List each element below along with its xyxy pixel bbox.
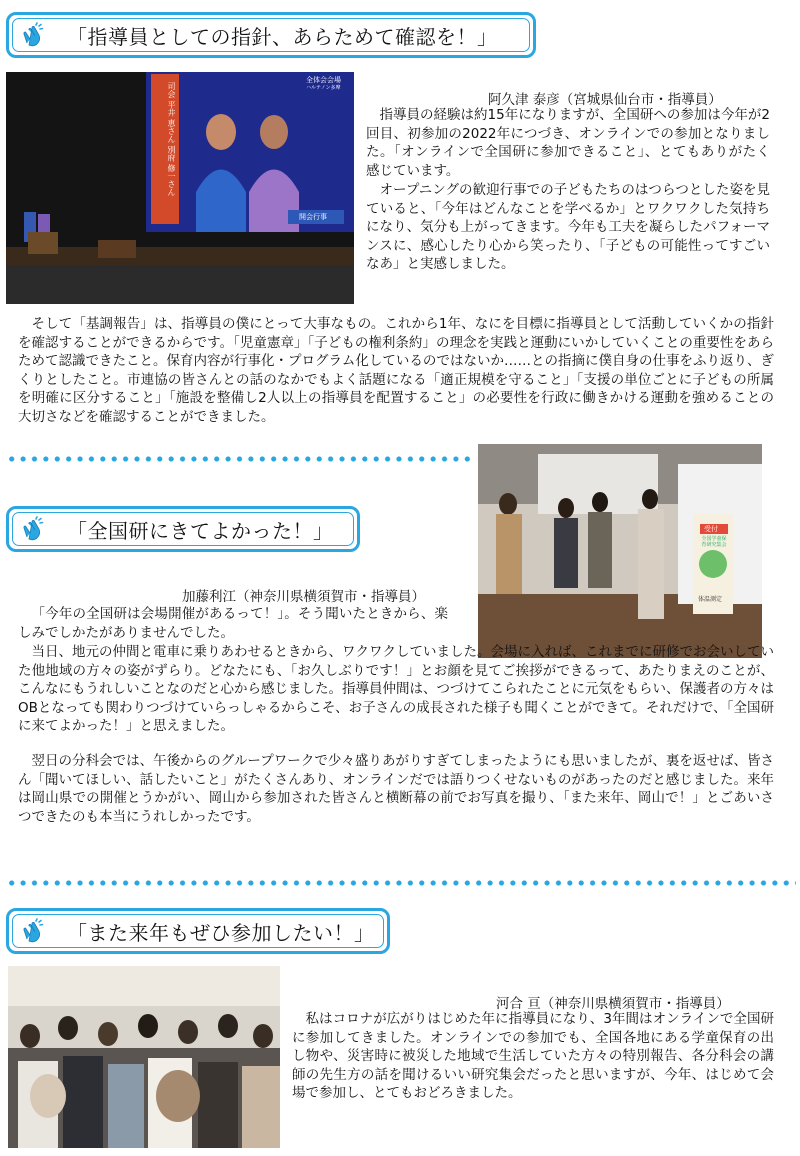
heading-text: 「指導員としての指針、あらためて確認を！」 [67, 24, 498, 49]
screen-side-text: 司会 平井 恵さん 別府 修一さん [167, 82, 176, 197]
paragraph: 翌日の分科会では、午後からのグループワークで少々盛りあがりすぎてしまったようにも思いましたが、裏を返せば、皆さん「聞いてほしい、話したいこと」がたくさんあり、オンラインだでは語りつくせないものがあったのだと感じました。来年は岡山県での開催とうかがい、岡山から参加された皆さんと横断幕の前でお写真を撮り、「また来年、岡山で！」とごあいさつできたのも本当にうれしかったです。 [18, 753, 774, 825]
heading-text: 「全国研にきてよかった！」 [67, 518, 334, 543]
author-name: 加藤利江（神奈川県横須賀市・指導員） [182, 589, 425, 605]
dotted-divider [6, 880, 796, 886]
heading-text: 「また来年もぜひ参加したい！」 [67, 920, 375, 945]
clapping-hands-icon [19, 20, 49, 50]
sign-title: 全国学童保育研究集会 [701, 536, 727, 548]
screen-subtitle: ハルテノン多摩 [306, 85, 341, 91]
reception-photo [478, 444, 762, 658]
paragraph: 私はコロナが広がりはじめた年に指導員になり、3年間はオンラインで全国研に参加してきました。オンラインでの参加でも、全国各地にある学童保育の出し物や、災害時に被災した地域で生活していた方々の特別報告、各分科会の講師の先生方の話を聞けるいい研究集会だったと思いますが、今年、はじめて会場で参加し、とてもおどろきました。 [292, 1011, 774, 1102]
author-name: 河合 亘（神奈川県横須賀市・指導員） [496, 996, 730, 1012]
sign-note: 体温測定 [698, 596, 723, 603]
dotted-divider [6, 456, 476, 462]
section-heading [6, 12, 536, 58]
crowd-photo [8, 966, 280, 1148]
author-name: 阿久津 泰彦（宮城県仙台市・指導員） [488, 92, 722, 108]
section-heading [6, 506, 360, 552]
stage-photo [6, 72, 354, 304]
sign-notice: 受付 [704, 525, 718, 533]
paragraph: 当日、地元の仲間と電車に乗りあわせるときから、ワクワクしていました。会場に入れば、これまでに研修でお会いしていた他地域の方々の姿がずらり。どなたにも、「お久しぶりです！」とお顔を見てご挨拶ができるって、あたりまえのことが、こんなにもうれしいことなのだと心から感じました。指導員仲間は、つづけてこられたことに元気をもらい、保護者の方々はOBとなっても関わりつづけていらっしゃるからこそ、お子さんの成長された様子も聞くことができて。それだけで、「全国研に来てよかった！」と思えました。 [18, 644, 774, 735]
paragraph: そして「基調報告」は、指導員の僕にとって大事なもの。これから1年、なにを目標に指導員として活動していくかの指針を確認することができるからです。「児童憲章」「子どもの権利条約」の理念を実践と運動にいかしていくことの重要性をあらためて認識できたこと。保育内容が行事化・プログラム化しているのではないか……との指摘に僕自身の仕事をふり返り、ぎくりとしたこと。市連協の皆さんとの話のなかでもよく話題になる「適正規模を守ること」「支援の単位ごとに子どもの所属を明確に区分すること」「施設を整備し2人以上の指導員を配置すること」の必要性を行政に働きかける運動を強めることの大切さなどを確認することができました。 [18, 316, 774, 425]
paragraph: 「今年の全国研は会場開催があるって！」。そう聞いたときから、楽しみでしかたがありませんでした。 [18, 606, 448, 641]
screen-banner: 開会行事 [299, 213, 327, 221]
paragraph: 指導員の経験は約15年になりますが、全国研への参加は今年が2回目、初参加の2022年につづき、オンラインでの参加となりました。「オンラインで全国研に参加できること」、とてもありがたく感じています。 [366, 107, 770, 179]
paragraph: オープニングの歓迎行事での子どもたちのはつらつとした姿を見ていると、「今年はどんなことを学べるか」とワクワクした気持ちになり、気分も上がってきます。今年も工夫を凝らしたパフォーマンスに、感心したり心から笑ったり、「子どもの可能性ってすごいなあ」と実感しました。 [366, 182, 770, 273]
clapping-hands-icon [19, 916, 49, 946]
screen-title: 全体会会場 [306, 76, 341, 84]
clapping-hands-icon [19, 514, 49, 544]
section-heading [6, 908, 390, 954]
